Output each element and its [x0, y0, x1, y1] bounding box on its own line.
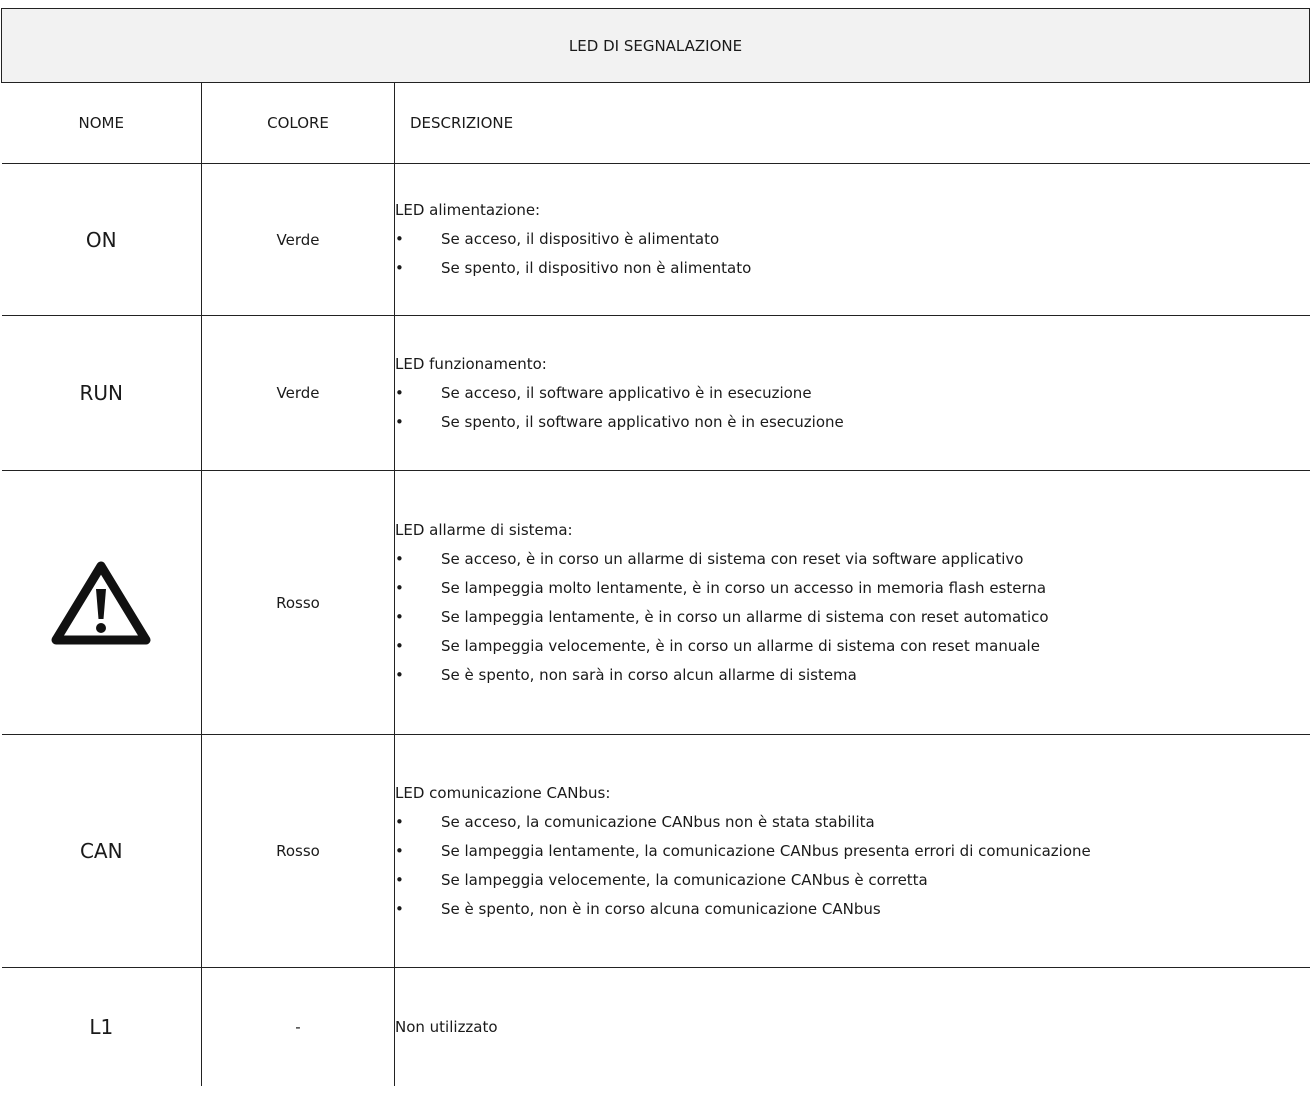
list-item: • Se acceso, il software applicativo è in esecuzione [395, 379, 1310, 408]
list-item: • Se lampeggia lentamente, è in corso un allarme di sistema con reset automatico [395, 603, 1310, 632]
table-row [2, 471, 1310, 735]
list-item: • Se lampeggia velocemente, è in corso un allarme di sistema con reset manuale [395, 632, 1310, 661]
description-intro: Non utilizzato [395, 1017, 498, 1036]
led-color: Verde [202, 164, 395, 316]
led-name: ON [2, 164, 202, 316]
led-description [395, 735, 1310, 968]
description-intro: LED allarme di sistema: [395, 520, 573, 539]
led-color: Verde [202, 316, 395, 471]
header-name: NOME [2, 83, 202, 164]
table-row [2, 316, 1310, 471]
led-name: L1 [2, 968, 202, 1087]
led-name-icon-cell [2, 471, 202, 735]
list-item: • Se è spento, non sarà in corso alcun allarme di sistema [395, 661, 1310, 690]
table-title: LED DI SEGNALAZIONE [2, 9, 1310, 83]
table-title-row [2, 9, 1310, 83]
description-intro: LED funzionamento: [395, 354, 547, 373]
list-item: • Se acceso, la comunicazione CANbus non è stata stabilita [395, 808, 1310, 837]
led-color: Rosso [202, 735, 395, 968]
description-list [395, 225, 1310, 283]
led-description [395, 164, 1310, 316]
led-name: RUN [2, 316, 202, 471]
led-signal-table [1, 8, 1310, 1086]
description-intro: LED alimentazione: [395, 201, 541, 219]
list-item: • Se spento, il software applicativo non è in esecuzione [395, 408, 1310, 437]
table-row [2, 164, 1310, 316]
description-intro: LED comunicazione CANbus: [395, 783, 611, 802]
list-item: • Se spento, il dispositivo non è alimentato [395, 254, 1310, 283]
description-list [395, 545, 1310, 690]
list-item: • Se lampeggia velocemente, la comunicazione CANbus è corretta [395, 866, 1310, 895]
led-color: Rosso [202, 471, 395, 735]
table-row [2, 735, 1310, 968]
led-color: - [202, 968, 395, 1087]
led-description [395, 968, 1310, 1087]
list-item: • Se acceso, è in corso un allarme di sistema con reset via software applicativo [395, 545, 1310, 574]
list-item: • Se lampeggia molto lentamente, è in corso un accesso in memoria flash esterna [395, 574, 1310, 603]
list-item: • Se lampeggia lentamente, la comunicazione CANbus presenta errori di comunicazione [395, 837, 1310, 866]
led-description [395, 471, 1310, 735]
table-row [2, 968, 1310, 1087]
description-list [395, 808, 1310, 924]
list-item: • Se è spento, non è in corso alcuna comunicazione CANbus [395, 895, 1310, 924]
list-item: • Se acceso, il dispositivo è alimentato [395, 225, 1310, 254]
table-header-row [2, 83, 1310, 164]
header-color: COLORE [202, 83, 395, 164]
warning-triangle-icon [51, 561, 151, 645]
led-description [395, 316, 1310, 471]
led-name: CAN [2, 735, 202, 968]
description-list [395, 379, 1310, 437]
header-description: DESCRIZIONE [395, 83, 1310, 164]
